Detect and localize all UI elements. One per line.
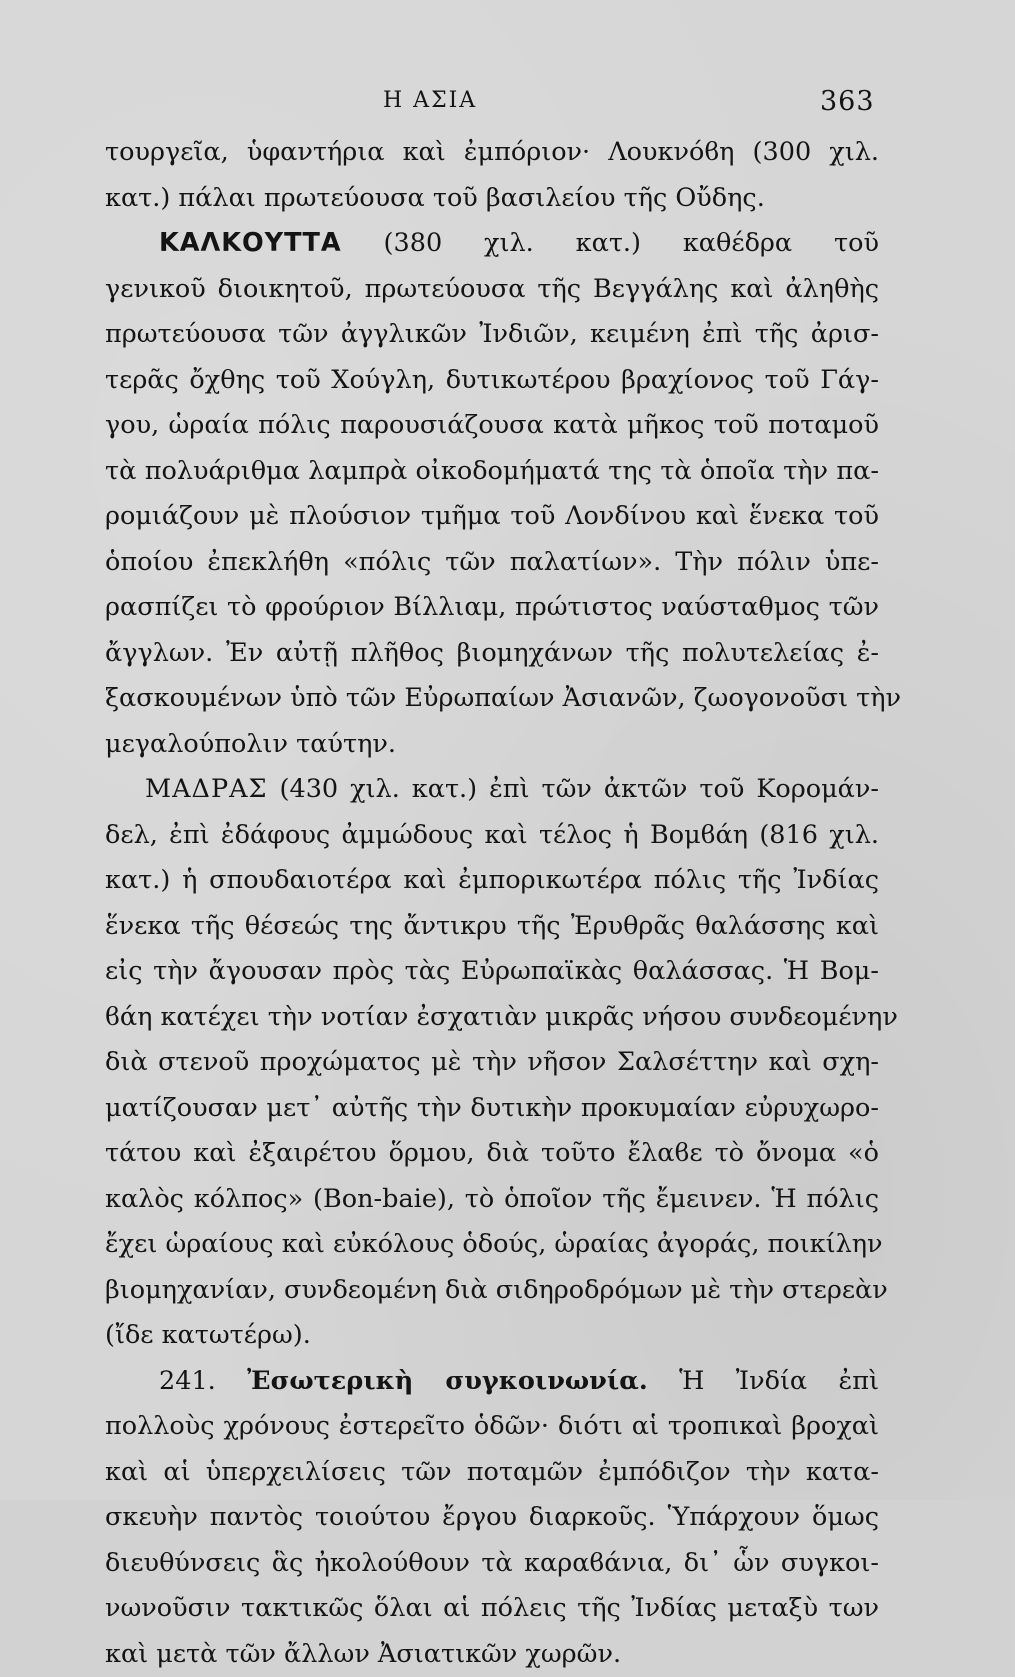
text-line: καὶ αἱ ὑπερχειλίσεις τῶν ποταμῶν ἐμπόδιζον τὴν κατα-: [105, 1450, 879, 1496]
text-line: δελ, ἐπὶ ἐδάφους ἀμμώδους καὶ τέλος ἡ Βομϐάη (816 χιλ.: [105, 813, 879, 859]
text-line: ἔχει ὡραίους καὶ εὐκόλους ὁδούς, ὡραίας ἀγοράς, ποικίλην: [105, 1222, 879, 1268]
text-line: τερᾶς ὄχθης τοῦ Χούγλη, δυτικωτέρου βραχίονος τοῦ Γάγ-: [105, 358, 879, 404]
text-line: μεγαλούπολιν ταύτην.: [105, 722, 879, 768]
page-number: 363: [820, 86, 875, 117]
text-line: ὁποίου ἐπεκλήθη «πόλις τῶν παλατίων». Τὴν πόλιν ὑπε-: [105, 540, 879, 586]
text-line: ϐάη κατέχει τὴν νοτίαν ἐσχατιὰν μικρᾶς νήσου συνδεομένην: [105, 995, 879, 1041]
text-line: ρασπίζει τὸ φρούριον Βίλλιαμ, πρώτιστος ναύσταθμος τῶν: [105, 585, 879, 631]
text-line: καλὸς κόλπος» (Bon-baie), τὸ ὁποῖον τῆς ἔμεινεν. Ἡ πόλις: [105, 1177, 879, 1223]
text-line: εἰς τὴν ἄγουσαν πρὸς τὰς Εὐρωπαϊκὰς θαλάσσας. Ἡ Βομ-: [105, 949, 879, 995]
page-header: [0, 88, 1015, 124]
text-line: πρωτεύουσα τῶν ἀγγλικῶν Ἰνδιῶν, κειμένη ἐπὶ τῆς ἀρισ-: [105, 312, 879, 358]
text-line: βιομηχανίαν, συνδεομένη διὰ σιδηροδρόμων μὲ τὴν στερεὰν: [105, 1268, 879, 1314]
text-line: γου, ὡραία πόλις παρουσιάζουσα κατὰ μῆκος τοῦ ποταμοῦ: [105, 403, 879, 449]
place-heading-madras: ΜΑΔΡΑΣ: [145, 774, 268, 804]
text-line: τουργεῖα, ὑφαντήρια καὶ ἐμπόριον· Λουκνόϐη (300 χιλ.: [105, 130, 879, 176]
text-line: ἄγγλων. Ἐν αὐτῇ πλῆθος βιομηχάνων τῆς πολυτελείας ἐ-: [105, 631, 879, 677]
text-line: (ἴδε κατωτέρω).: [105, 1313, 879, 1359]
text-line: ἕνεκα τῆς θέσεώς της ἄντικρυ τῆς Ἐρυθρᾶς θαλάσσης καὶ: [105, 904, 879, 950]
text-line: διὰ στενοῦ προχώματος μὲ τὴν νῆσον Σαλσέττην καὶ σχη-: [105, 1040, 879, 1086]
text-line: ΚΑΛΚΟΥΤΤΑ (380 χιλ. κατ.) καθέδρα τοῦ: [105, 221, 879, 267]
text-line: διευθύνσεις ἃς ἠκολούθουν τὰ καραϐάνια, δι᾽ ὧν συγκοι-: [105, 1541, 879, 1587]
text-line: τάτου καὶ ἐξαιρέτου ὅρμου, διὰ τοῦτο ἔλαϐε τὸ ὄνομα «ὁ: [105, 1131, 879, 1177]
section-title: Ἐσωτερικὴ συγκοινωνία.: [247, 1366, 648, 1396]
section-heading-line: 241. Ἐσωτερικὴ συγκοινωνία. Ἡ Ἰνδία ἐπὶ: [105, 1359, 879, 1405]
text-line: τὰ πολυάριθμα λαμπρὰ οἰκοδομήματά της τὰ ὁποῖα τὴν πα-: [105, 449, 879, 495]
running-head: Η ΑΣΙΑ: [383, 88, 477, 113]
section-number: 241.: [159, 1366, 247, 1396]
text-line: καὶ μετὰ τῶν ἄλλων Ἀσιατικῶν χωρῶν.: [105, 1632, 879, 1677]
text-line: γενικοῦ διοικητοῦ, πρωτεύουσα τῆς Βεγγάλης καὶ ἀληθὴς: [105, 267, 879, 313]
text-line: ξασκουμένων ὑπὸ τῶν Εὐρωπαίων Ἀσιανῶν, ζωογονοῦσι τὴν: [105, 676, 879, 722]
text-line: ματίζουσαν μετ᾽ αὐτῆς τὴν δυτικὴν προκυμαίαν εὐρυχωρο-: [105, 1086, 879, 1132]
text-line: ΜΑΔΡΑΣ (430 χιλ. κατ.) ἐπὶ τῶν ἀκτῶν τοῦ Κορομάν-: [105, 767, 879, 813]
text-line: πολλοὺς χρόνους ἐστερεῖτο ὁδῶν· διότι αἱ τροπικαὶ βροχαὶ: [105, 1404, 879, 1450]
text-line: σκευὴν παντὸς τοιούτου ἔργου διαρκοῦς. Ὑπάρχουν ὅμως: [105, 1495, 879, 1541]
place-heading-calcutta: ΚΑΛΚΟΥΤΤΑ: [159, 228, 342, 258]
text-line: ρομιάζουν μὲ πλούσιον τμῆμα τοῦ Λονδίνου καὶ ἕνεκα τοῦ: [105, 494, 879, 540]
text-line: κατ.) ἡ σπουδαιοτέρα καὶ ἐμπορικωτέρα πόλις τῆς Ἰνδίας: [105, 858, 879, 904]
body-text: [105, 130, 879, 1677]
text-line: κατ.) πάλαι πρωτεύουσα τοῦ βασιλείου τῆς Οὔδης.: [105, 176, 879, 222]
text-line: νωνοῦσιν τακτικῶς ὅλαι αἱ πόλεις τῆς Ἰνδίας μεταξὺ των: [105, 1586, 879, 1632]
